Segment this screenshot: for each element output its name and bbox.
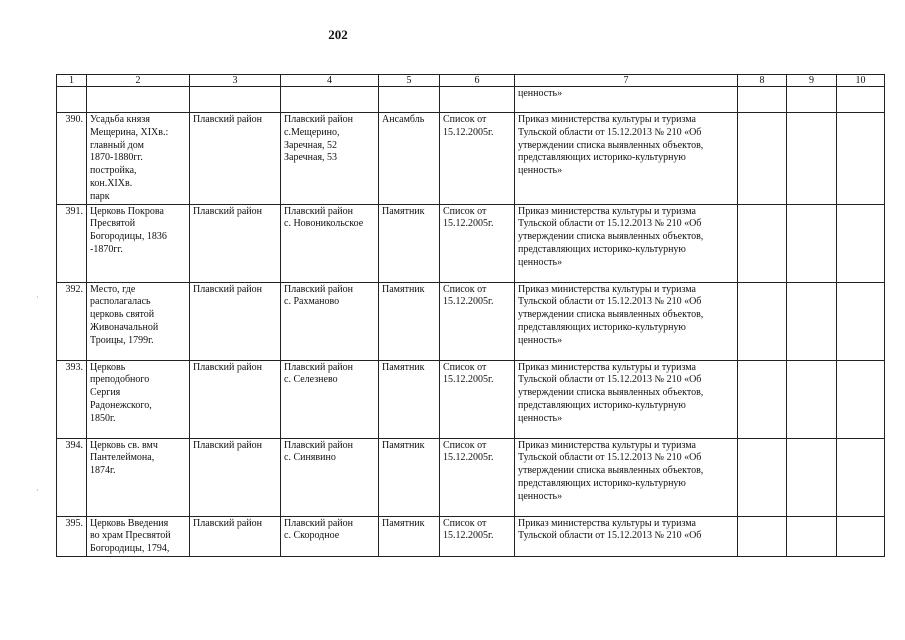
cell-address	[281, 113, 379, 205]
cell-list-date	[440, 516, 515, 556]
table-row	[57, 360, 885, 438]
cell-number	[57, 282, 87, 360]
margin-dot: ·	[36, 293, 39, 302]
page-number: 202	[328, 27, 348, 42]
cell-col10	[837, 516, 885, 556]
cell-object-type	[379, 438, 440, 516]
cell-object-type-text: Памятник	[382, 517, 425, 529]
cell-col9	[787, 113, 837, 205]
cell-col9	[787, 87, 837, 113]
column-header: 3	[190, 75, 281, 87]
cell-district	[190, 516, 281, 556]
cell-legal-document	[515, 282, 738, 360]
cell-number	[57, 204, 87, 282]
column-header: 5	[379, 75, 440, 87]
cell-number	[57, 438, 87, 516]
cell-list-date-text: Список от 15.12.2005г.	[443, 114, 494, 138]
cell-address-text: Плавский район с. Скородное	[284, 517, 353, 542]
cell-object-name-text: Место, где располагалась церковь святой Живоначальной Троицы, 1799г.	[90, 283, 159, 346]
table-row	[57, 516, 885, 556]
cell-number-text: 394.	[65, 439, 83, 451]
cell-col8	[738, 282, 787, 360]
cell-address	[281, 516, 379, 556]
cell-legal-document-text: Приказ министерства культуры и туризма Тульской области от 15.12.2013 № 210 «Об	[518, 517, 702, 542]
cell-legal-document-text: Приказ министерства культуры и туризма Тульской области от 15.12.2013 № 210 «Об утверждении списка выявленных объектов, представляющих историко-культурную ценность»	[518, 361, 704, 424]
cell-address	[281, 438, 379, 516]
cell-address	[281, 360, 379, 438]
cell-object-type	[379, 204, 440, 282]
cell-address-text: Плавский район с. Новоникольское	[284, 205, 364, 230]
cell-legal-document	[515, 360, 738, 438]
cell-col8	[738, 113, 787, 205]
cell-object-type	[379, 282, 440, 360]
cell-district-text: Плавский район	[193, 283, 262, 295]
cell-list-date	[440, 282, 515, 360]
cell-legal-document-text: Приказ министерства культуры и туризма Тульской области от 15.12.2013 № 210 «Об утверждении списка выявленных объектов, представляющих историко-культурную ценность»	[518, 205, 704, 268]
cell-object-type-text: Памятник	[382, 283, 425, 295]
cell-list-date	[440, 204, 515, 282]
cell-address-text: Плавский район с. Синявино	[284, 439, 353, 464]
cell-list-date	[440, 438, 515, 516]
cell-district	[190, 438, 281, 516]
continuation-row	[57, 87, 885, 113]
cell-list-date-text: Список от 15.12.2005г.	[443, 283, 494, 308]
column-header: 8	[738, 75, 787, 87]
cell-col9	[787, 360, 837, 438]
column-header: 10	[837, 75, 885, 87]
cell-district-text: Плавский район	[193, 114, 262, 125]
cell-col8	[738, 87, 787, 113]
cell-number	[57, 113, 87, 205]
cell-legal-document	[515, 87, 738, 113]
cell-col8	[738, 516, 787, 556]
cell-col10	[837, 87, 885, 113]
heritage-register-table	[56, 74, 885, 557]
cell-legal-document	[515, 113, 738, 205]
document-text: ценность»	[518, 88, 563, 99]
cell-col10	[837, 282, 885, 360]
cell-district	[190, 282, 281, 360]
cell-number	[57, 360, 87, 438]
cell-list-date-text: Список от 15.12.2005г.	[443, 439, 494, 464]
cell-district-text: Плавский район	[193, 439, 262, 451]
cell-list-date-text: Список от 15.12.2005г.	[443, 517, 494, 542]
cell-object-type	[379, 87, 440, 113]
cell-object-type	[379, 113, 440, 205]
cell-object-name	[87, 87, 190, 113]
cell-number-text: 393.	[65, 361, 83, 373]
cell-legal-document	[515, 438, 738, 516]
cell-object-name	[87, 516, 190, 556]
cell-col10	[837, 113, 885, 205]
cell-district-text: Плавский район	[193, 361, 262, 373]
cell-number-text: 390.	[65, 114, 83, 125]
cell-address-text: Плавский район с.Мещерино, Заречная, 52 Заречная, 53	[284, 114, 353, 164]
cell-object-name	[87, 438, 190, 516]
cell-object-name-text: Церковь Покрова Пресвятой Богородицы, 1836 -1870гг.	[90, 205, 167, 255]
cell-object-type-text: Памятник	[382, 361, 425, 373]
cell-list-date-text: Список от 15.12.2005г.	[443, 361, 494, 386]
cell-list-date	[440, 87, 515, 113]
cell-district-text: Плавский район	[193, 205, 262, 217]
cell-object-name-text: Церковь св. вмч Пантелеймона, 1874г.	[90, 439, 158, 477]
cell-address-text: Плавский район с. Селезнево	[284, 361, 353, 386]
cell-col8	[738, 204, 787, 282]
cell-number-text: 392.	[65, 283, 83, 295]
column-header: 4	[281, 75, 379, 87]
cell-list-date	[440, 360, 515, 438]
cell-object-name	[87, 360, 190, 438]
cell-object-name	[87, 113, 190, 205]
column-number-header-row	[57, 75, 885, 87]
cell-district-text: Плавский район	[193, 517, 262, 529]
cell-col8	[738, 438, 787, 516]
cell-legal-document-text: Приказ министерства культуры и туризма Тульской области от 15.12.2013 № 210 «Об утверждении списка выявленных объектов, представляющих историко-культурную ценность»	[518, 283, 704, 346]
table-row	[57, 282, 885, 360]
cell-object-type-text: Памятник	[382, 439, 425, 451]
cell-object-name-text: Церковь Введения во храм Пресвятой Богородицы, 1794,	[90, 517, 171, 555]
cell-number	[57, 87, 87, 113]
cell-district	[190, 87, 281, 113]
column-header: 2	[87, 75, 190, 87]
cell-object-type-text: Ансамбль	[382, 114, 425, 125]
column-header: 7	[515, 75, 738, 87]
cell-col10	[837, 204, 885, 282]
table-row	[57, 113, 885, 205]
column-header: 9	[787, 75, 837, 87]
cell-district	[190, 360, 281, 438]
table-row	[57, 204, 885, 282]
cell-legal-document	[515, 516, 738, 556]
margin-dot: ·	[36, 486, 39, 495]
cell-district	[190, 204, 281, 282]
cell-address	[281, 87, 379, 113]
cell-col9	[787, 282, 837, 360]
column-header: 1	[57, 75, 87, 87]
column-header: 6	[440, 75, 515, 87]
cell-address	[281, 282, 379, 360]
cell-number-text: 395.	[65, 517, 83, 529]
table-row	[57, 438, 885, 516]
cell-col10	[837, 360, 885, 438]
cell-object-name	[87, 204, 190, 282]
cell-legal-document	[515, 204, 738, 282]
cell-list-date-text: Список от 15.12.2005г.	[443, 205, 494, 230]
cell-number-text: 391.	[65, 205, 83, 217]
cell-address	[281, 204, 379, 282]
cell-col8	[738, 360, 787, 438]
cell-col10	[837, 438, 885, 516]
cell-address-text: Плавский район с. Рахманово	[284, 283, 353, 308]
cell-number	[57, 516, 87, 556]
cell-object-name-text: Церковь преподобного Сергия Радонежского, 1850г.	[90, 361, 152, 424]
cell-object-name	[87, 282, 190, 360]
cell-col9	[787, 516, 837, 556]
cell-object-type-text: Памятник	[382, 205, 425, 217]
cell-legal-document-text: Приказ министерства культуры и туризма Тульской области от 15.12.2013 № 210 «Об утверждении списка выявленных объектов, представляющих историко-культурную ценность»	[518, 439, 704, 502]
cell-list-date	[440, 113, 515, 205]
cell-col9	[787, 438, 837, 516]
cell-legal-document-text: Приказ министерства культуры и туризма Тульской области от 15.12.2013 № 210 «Об утверждении списка выявленных объектов, представляющих историко-культурную ценность»	[518, 114, 704, 177]
cell-object-name-text: Усадьба князя Мещерина, XIXв.: главный дом 1870-1880гг. постройка, кон.XIXв. парк	[90, 114, 169, 202]
cell-district	[190, 113, 281, 205]
cell-object-type	[379, 360, 440, 438]
cell-col9	[787, 204, 837, 282]
cell-object-type	[379, 516, 440, 556]
